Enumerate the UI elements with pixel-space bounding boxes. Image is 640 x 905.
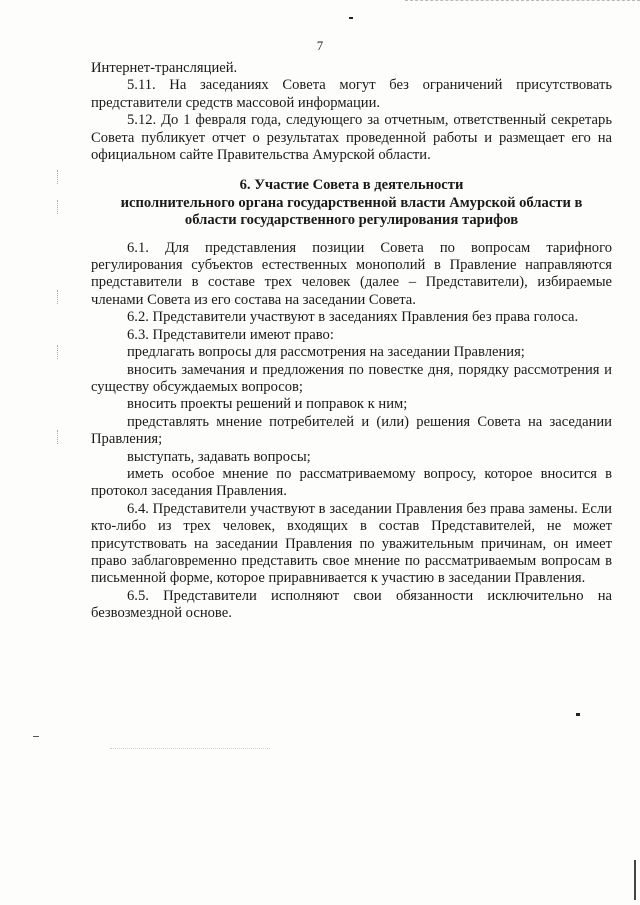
paragraph-5-11: 5.11. На заседаниях Совета могут без ограничений присутствовать представители средств массовой информации. <box>91 77 612 111</box>
list-item: предлагать вопросы для рассмотрения на заседании Правления; <box>127 344 525 361</box>
scan-speck <box>57 200 59 214</box>
paragraph-6-1: 6.1. Для представления позиции Совета по вопросам тарифного регулирования субъектов естественных монополий в Правление направляются представители в составе трех человек (далее – Представители), избираемые членами Совета из его состава на заседании Совета. <box>91 239 612 308</box>
paragraph-6-5: 6.5. Представители исполняют свои обязанности исключительно на безвозмездной основе. <box>91 587 612 622</box>
paragraph: Интернет-трансляцией. <box>91 60 238 76</box>
section-title-line: области государственного регулирования тарифов <box>184 212 519 229</box>
list-item: представлять мнение потребителей и (или) решения Совета на заседании Правления; <box>91 413 612 448</box>
scan-speck <box>57 345 59 359</box>
section-title-line: 6. Участие Совета в деятельности <box>239 177 464 194</box>
list-item: вносить проекты решений и поправок к ним; <box>127 396 408 413</box>
list-item: выступать, задавать вопросы; <box>127 448 311 465</box>
scan-speck <box>576 713 580 716</box>
scan-speck <box>57 170 59 184</box>
scan-top-border <box>405 0 640 3</box>
scan-speck <box>349 17 353 19</box>
section-title-line: исполнительного органа государственной власти Амурской области в <box>120 194 583 211</box>
scan-speck <box>110 748 270 749</box>
list-item: иметь особое мнение по рассматриваемому вопросу, которое вносится в протокол заседания Правления. <box>91 465 612 500</box>
scan-edge <box>634 860 636 900</box>
paragraph-6-3: 6.3. Представители имеют право: <box>127 326 334 343</box>
paragraph-5-12: 5.12. До 1 февраля года, следующего за отчетным, ответственный секретарь Совета публикует отчет о результатах проведенной работы и размещает его на официальном сайте Правительства Амурской области. <box>91 112 612 164</box>
section-title <box>91 177 612 229</box>
list-item: вносить замечания и предложения по повестке дня, порядку рассмотрения и существу обсуждаемых вопросов; <box>91 361 612 395</box>
paragraph-6-2: 6.2. Представители участвуют в заседаниях Правления без права голоса. <box>127 309 579 326</box>
document-body <box>91 60 612 623</box>
page-number: 7 <box>316 39 324 53</box>
scan-speck <box>57 430 59 444</box>
scan-speck <box>57 290 59 304</box>
scan-speck <box>33 736 39 737</box>
paragraph-6-4: 6.4. Представители участвуют в заседании Правления без права замены. Если кто-либо из трех человек, входящих в состав Представителей, не может присутствовать на заседании Правления по уважительным причинам, он имеет право заблаговременно представить свое мнение по рассматриваемым вопросам в письменной форме, которое приравнивается к участию в заседании Правления. <box>91 500 612 587</box>
